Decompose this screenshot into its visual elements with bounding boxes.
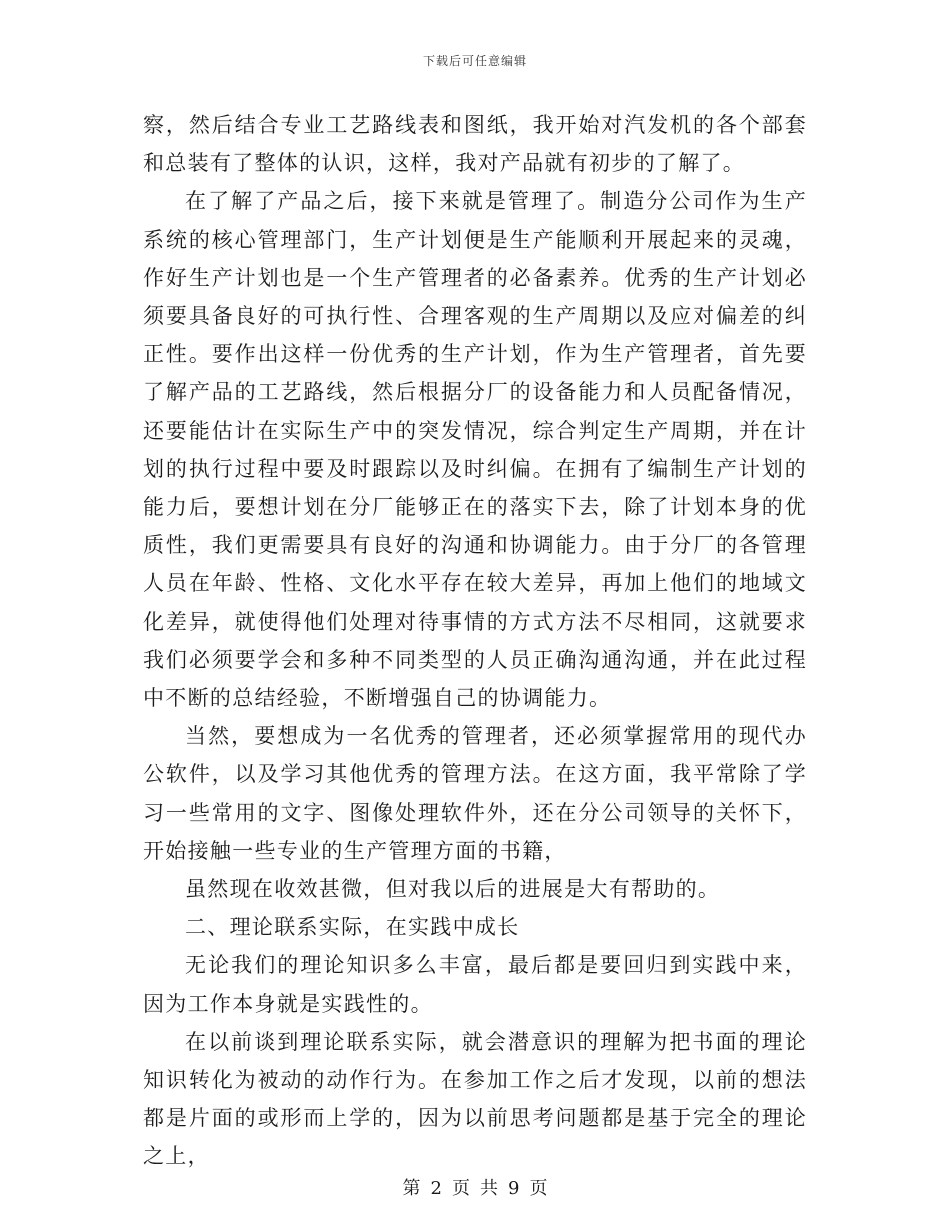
- footer-prefix: 第: [402, 1178, 421, 1199]
- page-header: 下载后可任意编辑: [422, 54, 527, 68]
- total-pages-number: 9: [508, 1178, 520, 1199]
- paragraph: 当然，要想成为一名优秀的管理者，还必须掌握常用的现代办公软件，以及学习其他优秀的管理方法。在这方面，我平常除了学习一些常用的文字、图像处理软件外，还在分公司领导的关怀下，开始接触一些专业的生产管理方面的书籍，: [143, 724, 807, 863]
- section-heading: 二、理论联系实际，在实践中成长: [185, 915, 520, 940]
- paragraph: 在以前谈到理论联系实际，就会潜意识的理解为把书面的理论知识转化为被动的动作行为。在参加工作之后才发现，以前的想法都是片面的或形而上学的，因为以前思考问题都是基于完全的理论之上，: [143, 1029, 807, 1169]
- paragraph: 察，然后结合专业工艺路线表和图纸，我开始对汽发机的各个部套和总装有了整体的认识，这样，我对产品就有初步的了解了。: [143, 113, 807, 176]
- paragraph: 在了解了产品之后，接下来就是管理了。制造分公司作为生产系统的核心管理部门，生产计划便是生产能顺利开展起来的灵魂，作好生产计划也是一个生产管理者的必备素养。优秀的生产计划必须要具备良好的可执行性、合理客观的生产周期以及应对偏差的纠正性。要作出这样一份优秀的生产计划，作为生产管理者，首先要了解产品的工艺路线，然后根据分厂的设备能力和人员配备情况，还要能估计在实际生产中的突发情况，综合判定生产周期，并在计划的执行过程中要及时跟踪以及时纠偏。在拥有了编制生产计划的能力后，要想计划在分厂能够正在的落实下去，除了计划本身的优质性，我们更需要具有良好的沟通和协调能力。由于分厂的各管理人员在年龄、性格、文化水平存在较大差异，再加上他们的地域文化差异，就使得他们处理对待事情的方式方法不尽相同，这就要求我们必须要学会和多种不同类型的人员正确沟通沟通，并在此过程中不断的总结经验，不断增强自己的协调能力。: [143, 189, 807, 711]
- paragraph: 无论我们的理论知识多么丰富，最后都是要回归到实践中来，因为工作本身就是实践性的。: [143, 953, 807, 1016]
- footer-page-word: 页: [452, 1178, 470, 1199]
- paragraph: 虽然现在收效甚微，但对我以后的进展是大有帮助的。: [185, 877, 721, 902]
- footer-total-word: 共: [480, 1178, 498, 1199]
- current-page-number: 2: [430, 1178, 442, 1199]
- document-body: [143, 106, 807, 1176]
- page-footer: [0, 1174, 950, 1200]
- footer-suffix: 页: [529, 1178, 548, 1199]
